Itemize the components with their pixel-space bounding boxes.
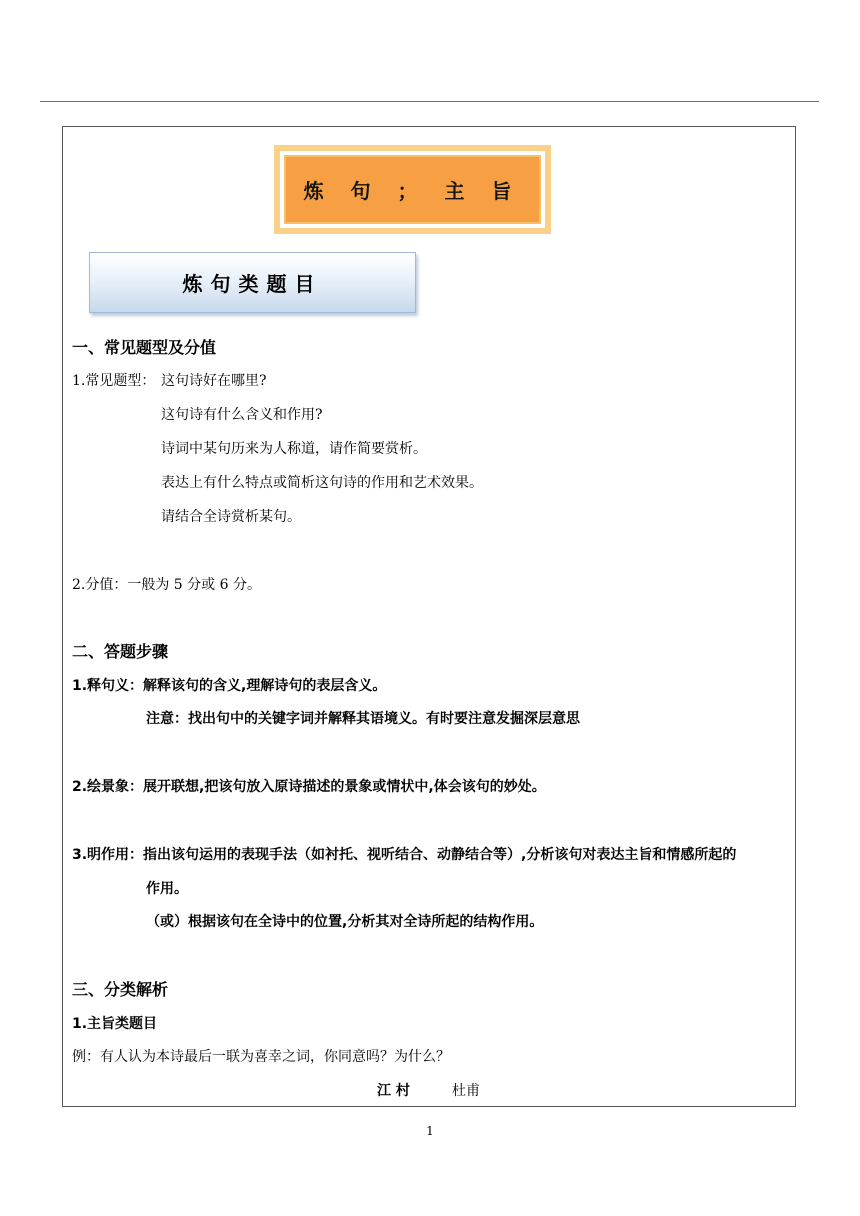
q1-label: 1.常见题型：	[72, 373, 156, 389]
q1-line: 表达上有什么特点或简析这句诗的作用和艺术效果。	[161, 475, 483, 491]
banner-title: 炼 句 ； 主 旨	[303, 179, 522, 203]
poem-title: 江 村	[377, 1083, 410, 1099]
step1-note: 注意：找出句中的关键字词并解释其语境义。有时要注意发掘深层意思	[146, 711, 580, 727]
step3-cont: 作用。	[146, 881, 188, 897]
section2-heading: 二、答题步骤	[72, 642, 169, 661]
example-question: 例：有人认为本诗最后一联为喜幸之词，你同意吗？为什么？	[72, 1049, 450, 1065]
section3-heading: 三、分类解析	[72, 980, 169, 999]
step3: 3.明作用：指出该句运用的表现手法（如衬托、视听结合、动静结合等）,分析该句对表达主旨和情感所起的	[72, 847, 737, 863]
sub-heading: 1.主旨类题目	[72, 1016, 158, 1032]
q2-score: 2.分值：一般为 5 分或 6 分。	[72, 577, 261, 593]
q1-line: 这句诗有什么含义和作用?	[161, 407, 323, 423]
page-number: 1	[426, 1124, 434, 1138]
step3-alt: （或）根据该句在全诗中的位置,分析其对全诗所起的结构作用。	[146, 914, 544, 930]
q1-line: 请结合全诗赏析某句。	[161, 509, 301, 525]
header-rule	[40, 101, 819, 102]
category-box	[89, 252, 416, 313]
category-title: 炼句类题目	[182, 272, 323, 296]
section1-heading: 一、常见题型及分值	[72, 338, 217, 357]
q1-line: 这句诗好在哪里?	[161, 373, 267, 389]
q1-line: 诗词中某句历来为人称道，请作简要赏析。	[161, 441, 427, 457]
poem-author: 杜甫	[452, 1083, 480, 1099]
step1: 1.释句义：解释该句的含义,理解诗句的表层含义。	[72, 678, 387, 694]
title-banner	[274, 145, 551, 234]
step2: 2.绘景象：展开联想,把该句放入原诗描述的景象或情状中,体会该句的妙处。	[72, 779, 546, 795]
